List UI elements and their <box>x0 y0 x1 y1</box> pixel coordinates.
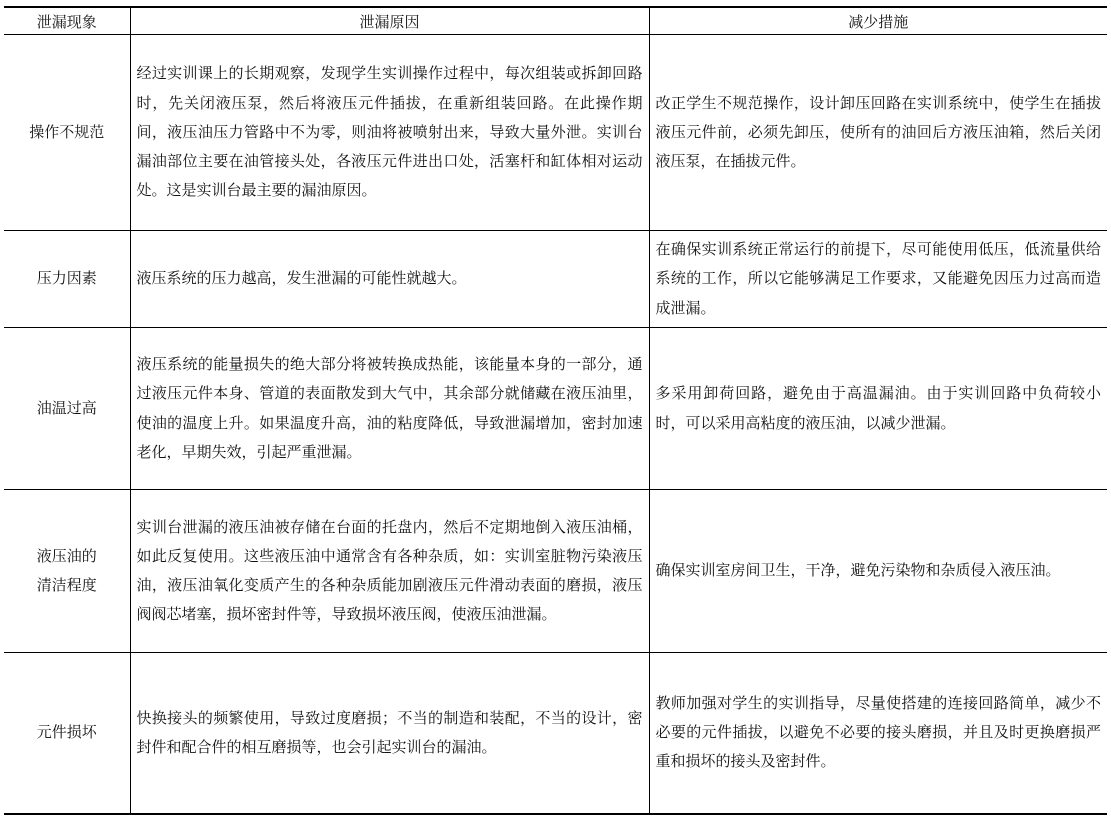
cause-cell: 液压系统的能量损失的绝大部分将被转换成热能，该能量本身的一部分，通过液压元件本身、管道的表面散发到大气中，其余部分就储藏在液压油里，使油的温度上升。如果温度升高，油的粘度降低，导致泄漏增加，密封加速老化，早期失效，引起严重泄漏。 <box>130 328 649 490</box>
table-row <box>4 231 1107 328</box>
leakage-table <box>4 6 1107 815</box>
phenomenon-cell <box>4 490 130 653</box>
measure-cell: 改正学生不规范操作，设计卸压回路在实训系统中，使学生在插拔液压元件前，必须先卸压，使所有的油回后方液压油箱，然后关闭液压泵，在插拔元件。 <box>649 35 1107 231</box>
table-header <box>4 7 1107 35</box>
header-phenomenon: 泄漏现象 <box>4 7 130 35</box>
table-row <box>4 490 1107 653</box>
cause-cell: 快换接头的频繁使用，导致过度磨损；不当的制造和装配，不当的设计，密封件和配合件的相互磨损等，也会引起实训台的漏油。 <box>130 653 649 814</box>
phenomenon-cell: 油温过高 <box>4 328 130 490</box>
phenomenon-line: 清洁程度 <box>36 576 97 594</box>
phenomenon-cell: 操作不规范 <box>29 122 105 141</box>
measure-cell: 教师加强对学生的实训指导，尽量使搭建的连接回路简单，减少不必要的元件插拔，以避免不必要的接头磨损，并且及时更换磨损严重和损坏的接头及密封件。 <box>649 653 1107 814</box>
cause-cell: 经过实训课上的长期观察，发现学生实训操作过程中，每次组装或拆卸回路时，先关闭液压泵，然后将液压元件插拔，在重新组装回路。在此操作期间，液压油压力管路中不为零，则油将被喷射出来，导致大量外泄。实训台漏油部位主要在油管接头处，各液压元件进出口处，活塞杆和缸体相对运动处。这是实训台最主要的漏油原因。 <box>130 35 649 231</box>
measure-cell: 多采用卸荷回路，避免由于高温漏油。由于实训回路中负荷较小时，可以采用高粘度的液压油，以减少泄漏。 <box>649 328 1107 490</box>
measure-cell: 确保实训室房间卫生，干净，避免污染物和杂质侵入液压油。 <box>649 490 1107 653</box>
header-measure: 减少措施 <box>649 7 1107 35</box>
cause-cell: 液压系统的压力越高，发生泄漏的可能性就越大。 <box>130 231 649 328</box>
phenomenon-cell: 元件损坏 <box>4 653 130 814</box>
table-row <box>4 35 1107 231</box>
header-cause: 泄漏原因 <box>130 7 649 35</box>
phenomenon-line: 液压油的 <box>36 546 97 565</box>
measure-cell: 在确保实训系统正常运行的前提下，尽可能使用低压，低流量供给系统的工作，所以它能够满足工作要求，又能避免因压力过高而造成泄漏。 <box>649 231 1107 328</box>
phenomenon-cell: 压力因素 <box>4 231 130 328</box>
document-page <box>4 6 1107 815</box>
cause-cell: 实训台泄漏的液压油被存储在台面的托盘内，然后不定期地倒入液压油桶，如此反复使用。这些液压油中通常含有各种杂质，如：实训室脏物污染液压油，液压油氧化变质产生的各种杂质能加剧液压元件滑动表面的磨损，液压阀阀芯堵塞，损坏密封件等，导致损坏液压阀，使液压油泄漏。 <box>130 490 649 653</box>
table-row <box>4 653 1107 814</box>
table-row <box>4 328 1107 490</box>
header-row <box>4 7 1107 35</box>
table-body <box>4 35 1107 814</box>
